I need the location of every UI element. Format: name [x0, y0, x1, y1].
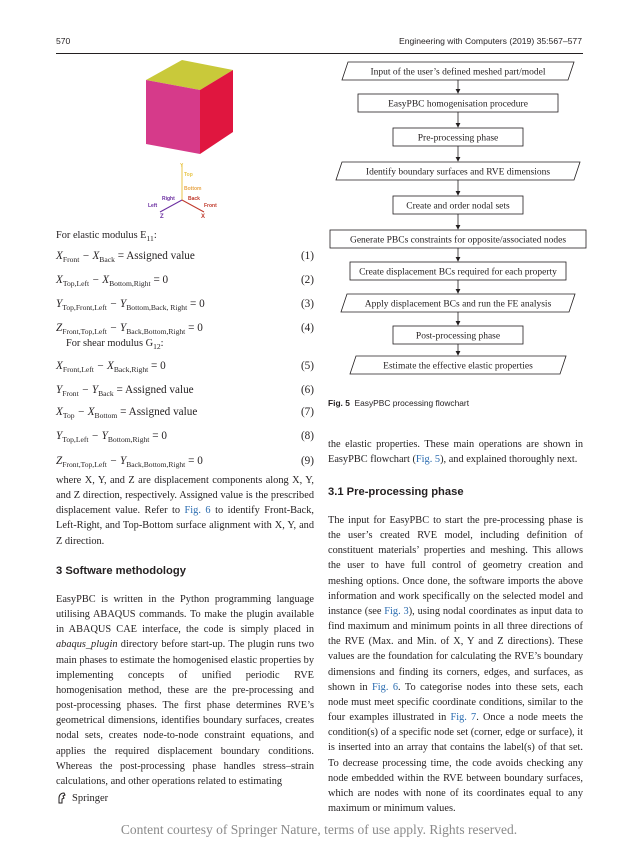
- equation-6: $Y_{Front} - Y_{Back}$ = Assigned value (6): [56, 384, 314, 399]
- axis-label-x: X: [201, 214, 206, 220]
- fig5-link[interactable]: Fig. 5: [415, 454, 441, 466]
- flowchart-step-label: Post-processing phase: [415, 331, 501, 342]
- axis-label-right: Right: [162, 196, 175, 202]
- shear-modulus-intro: For shear modulus $G_{12}$:: [66, 338, 164, 352]
- springer-horse-icon: [56, 792, 68, 804]
- equation-5: $X_{Front,Left} - X_{Back,Right} = 0$ (5): [56, 360, 314, 375]
- displacement-paragraph: where X, Y, and Z are displacement components along X, Y, and Z direction, respectively. Assigned value is the prescribed displacement value. Refer to Fig. 6 to identify Front-Back, Left-Right, and Top-Bottom surface alignment with X, Y, and Z direction.: [56, 475, 314, 547]
- fig6-link-2[interactable]: Fig. 6: [372, 681, 399, 693]
- flowchart-step-label: EasyPBC homogenisation procedure: [388, 99, 528, 110]
- axis-label-back: Back: [188, 196, 200, 202]
- rve-cube-figure: [138, 58, 248, 158]
- equation-3: $Y_{Top,Front,Left} - Y_{Bottom,Back, Right} = 0$ (3): [56, 298, 314, 313]
- page-number: 570: [56, 36, 71, 46]
- equation-1: $X_{Front} - X_{Back}$ = Assigned value (1): [56, 250, 314, 265]
- copyright-footer: Content courtesy of Springer Nature, terms of use apply. Rights reserved.: [120, 822, 518, 837]
- equation-8: $Y_{Top,Left} - Y_{Bottom,Right} = 0$ (8): [56, 430, 314, 445]
- equation-7: $X_{Top} - X_{Bottom}$ = Assigned value (7): [56, 406, 314, 421]
- flowchart-step-2: [358, 94, 558, 112]
- flowchart-step-5: [393, 196, 523, 214]
- flowchart-step-label: Estimate the effective elastic properties: [383, 361, 533, 372]
- springer-label: Springer: [72, 792, 109, 804]
- elastic-modulus-intro: For elastic modulus $E_{11}$:: [56, 230, 157, 244]
- flowchart-step-10: [350, 356, 566, 374]
- fig7-link[interactable]: Fig. 7: [450, 712, 477, 724]
- flowchart-step-label: Create displacement BCs required for each property: [359, 267, 557, 278]
- equation-9: $Z_{Front,Top,Left} - Y_{Back,Bottom,Right} = 0$ (9): [56, 455, 314, 470]
- fig3-link[interactable]: Fig. 3: [384, 605, 409, 617]
- flowchart-step-8: [341, 294, 575, 312]
- axes-diagram: [146, 160, 236, 220]
- figure-5-caption: Fig. 5 EasyPBC processing flowchart: [328, 398, 470, 408]
- flowchart-step-7: [350, 262, 566, 280]
- springer-logo: [56, 792, 108, 804]
- flowchart-step-3: [393, 128, 523, 146]
- axis-label-y: Y: [180, 163, 184, 169]
- pre-processing-paragraph: The input for EasyPBC to start the pre-processing phase is the user’s created RVE model, including definition of constituent materials’ properties and meshing. This allows the user to have full control of geometry creation and meshing options. Once done, the software imports the above information and work specifically on the selected model and instance (see Fig. 3), using nodal coordinates as input data to find maximum and minimum points in all three directions of the RVE (Max. and Min. of X, Y and Z directions). These values are the foundation for calculating the RVE’s boundary dimensions and finding its corners, edges, and surfaces, as shown in Fig. 6. To categorise nodes into these sets, each node must meet specific coordinate conditions, similar to the four examples illustrated in Fig. 7. Once a node meets the condition(s) of a specific node set (corner, edge or surface), it is inserted into an array that contains the label(s) of that set. To decrease processing time, the code avoids checking any node embedded within the RVE between boundary surfaces, which are nodes with none of its coordinates equal to any maximum or minimum values.: [328, 515, 583, 814]
- section-3-1-heading: 3.1 Pre-processing phase: [328, 486, 464, 498]
- flowchart-step-label: Generate PBCs constraints for opposite/associated nodes: [349, 235, 567, 246]
- header-rule: [56, 53, 583, 54]
- easypbc-flowchart: [328, 58, 588, 388]
- flowchart-step-label: Create and order nodal sets: [406, 201, 510, 212]
- section-3-heading: 3 Software methodology: [56, 565, 186, 577]
- flowchart-step-label: Identify boundary surfaces and RVE dimensions: [365, 167, 551, 178]
- flowchart-step-1: [342, 62, 574, 80]
- equation-4: $Z_{Front,Top,Left} - Y_{Back,Bottom,Right} = 0$ (4): [56, 322, 314, 337]
- flowchart-step-label: Apply displacement BCs and run the FE analysis: [364, 299, 552, 310]
- equation-2: $X_{Top,Left} - X_{Bottom,Right} = 0$ (2): [56, 274, 314, 289]
- flowchart-step-9: [393, 326, 523, 344]
- axis-label-left: Left: [148, 203, 158, 209]
- cube-left-face: [146, 80, 200, 154]
- axis-label-top: Top: [184, 172, 193, 178]
- flowchart-step-label: Input of the user’s defined meshed part/model: [370, 67, 546, 78]
- flowchart-step-4: [336, 162, 580, 180]
- fig6-link[interactable]: Fig. 6: [184, 505, 211, 517]
- flowchart-step-label: Pre-processing phase: [417, 133, 499, 144]
- flowchart-step-6: [330, 230, 586, 248]
- flowchart-reference-paragraph: the elastic properties. These main operations are shown in EasyPBC flowchart (Fig. 5), and explained thoroughly next.: [328, 439, 583, 466]
- software-methodology-paragraph: EasyPBC is written in the Python programming language utilising ABAQUS commands. To make the plugin available in ABAQUS CAE interface, the code is simply placed in abaqus_plugin directory before start-up. The plugin runs two main phases to estimate the homogenised elastic properties by implementing concepts of unified periodic RVE homogenisation method, these are the pre-processing and post-processing phases. The first phase determines RVE’s geometrical dimensions, identifies boundary surfaces, creates nodal sets, creates node-to-node constraint equations, and applies the required displacement boundary conditions. Whereas the post-processing phase handles stress–strain calculations, and other operations related to estimating: [56, 594, 314, 787]
- axis-label-front: Front: [204, 203, 217, 209]
- axis-label-z: Z: [160, 214, 164, 220]
- axis-label-bottom: Bottom: [184, 186, 202, 192]
- journal-header: Engineering with Computers (2019) 35:567–577: [399, 36, 582, 46]
